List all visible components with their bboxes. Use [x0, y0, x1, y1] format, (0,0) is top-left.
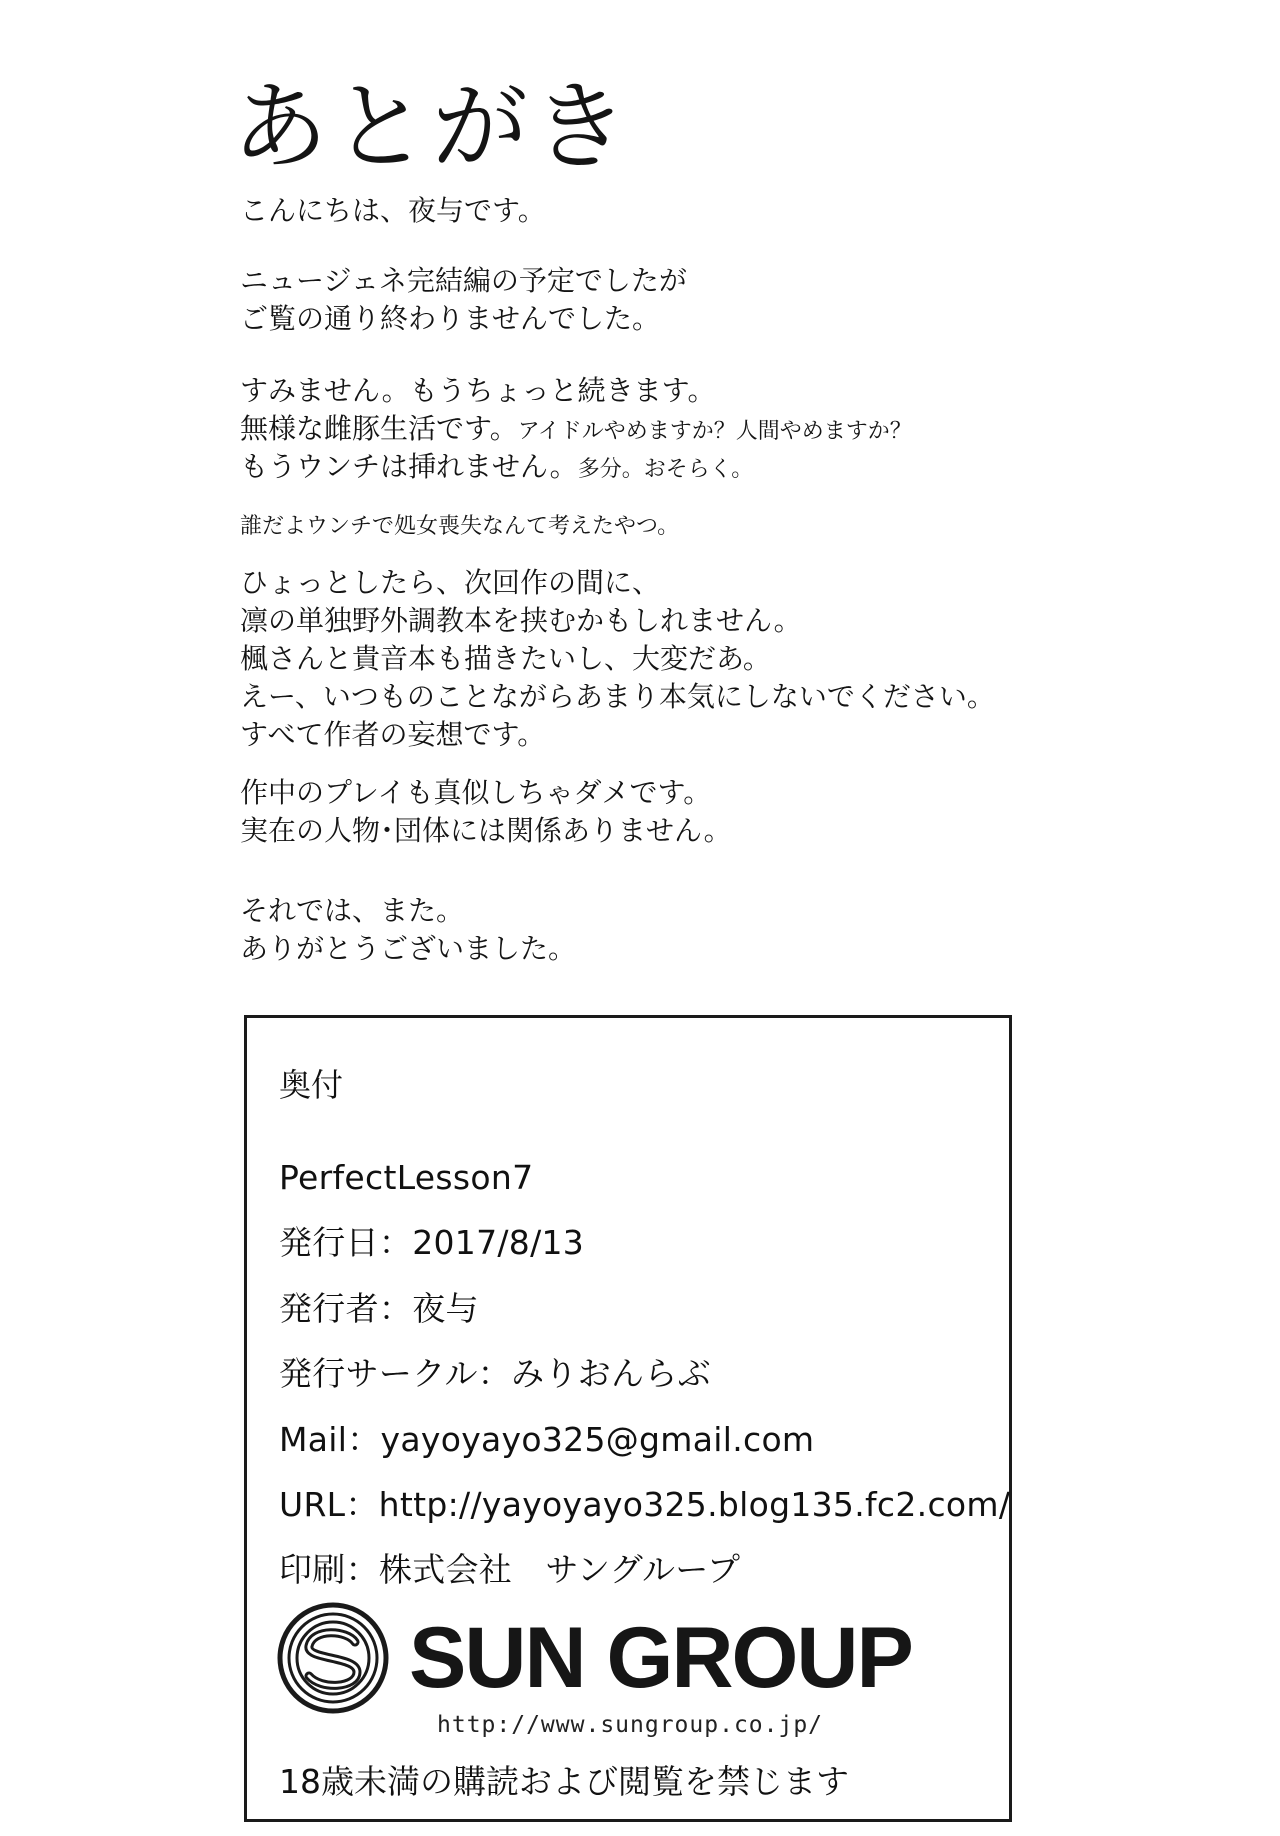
- aside-line: 誰だよウンチで処女喪失なんて考えたやつ。: [240, 514, 680, 539]
- issue-date: 発行日：2017/8/13: [279, 1223, 585, 1262]
- paragraph-line: ニュージェネ完結編の予定でしたが: [240, 264, 687, 297]
- closing: [240, 892, 1100, 968]
- greeting-line: こんにちは、夜与です。: [240, 194, 546, 227]
- logo-wordmark: SUN GROUP: [409, 1610, 912, 1706]
- paragraph-line: 作中のプレイも真似しちゃダメです。: [240, 776, 712, 809]
- paragraph-line: 凛の単独野外調教本を挟むかもしれません。: [240, 604, 802, 637]
- colophon-box: [244, 1015, 1012, 1822]
- paragraph-plan: [240, 262, 1100, 338]
- paragraph-line: ご覧の通り終わりませんでした。: [240, 302, 661, 335]
- page-title: あとがき: [232, 71, 632, 183]
- colophon-heading: 奥付: [279, 1066, 344, 1104]
- mail-address: Mail：yayoyayo325@gmail.com: [279, 1420, 815, 1459]
- paragraph-line: すべて作者の妄想です。: [240, 718, 546, 751]
- paragraph-line: 実在の人物･団体には関係ありません。: [240, 814, 732, 847]
- paragraph-line: [240, 448, 1100, 486]
- sun-group-logo: [277, 1600, 977, 1750]
- printer: 印刷：株式会社 サングループ: [279, 1550, 741, 1589]
- website-url: URL：http://yayoyayo325.blog135.fc2.com/: [279, 1485, 1011, 1524]
- line-small: アイドルやめますか？人間やめますか？: [517, 419, 912, 444]
- line-main: もうウンチは挿れません。: [240, 450, 578, 483]
- aside-note: [240, 508, 1100, 546]
- paragraph-line: えー、いつものことながらあまり本気にしないでください。: [240, 680, 995, 713]
- age-restriction-notice: 18歳未満の購読および閲覧を禁じます: [279, 1762, 849, 1801]
- circle: 発行サークル：みりおんらぶ: [279, 1354, 711, 1393]
- paragraph-line: すみません。もうちょっと続きます。: [240, 374, 716, 407]
- greeting: [240, 192, 1100, 230]
- sun-group-mark-icon: [277, 1602, 389, 1714]
- line-small: 多分。おそらく。: [577, 457, 754, 482]
- paragraph-apology: [240, 372, 1100, 486]
- paragraph-disclaimer: [240, 774, 1100, 850]
- publisher: 発行者：夜与: [279, 1289, 479, 1328]
- paragraph-next-work: [240, 564, 1100, 754]
- book-title: PerfectLesson7: [279, 1158, 534, 1197]
- paragraph-line: ひょっとしたら、次回作の間に、: [240, 566, 661, 599]
- line-main: 無様な雌豚生活です。: [240, 412, 518, 445]
- paragraph-line: [240, 410, 1100, 448]
- closing-line: ありがとうございました。: [240, 932, 577, 965]
- paragraph-line: 楓さんと貴音本も描きたいし、大変だあ。: [240, 642, 771, 675]
- closing-line: それでは、また。: [240, 894, 465, 927]
- logo-url: http://www.sungroup.co.jp/: [437, 1712, 824, 1738]
